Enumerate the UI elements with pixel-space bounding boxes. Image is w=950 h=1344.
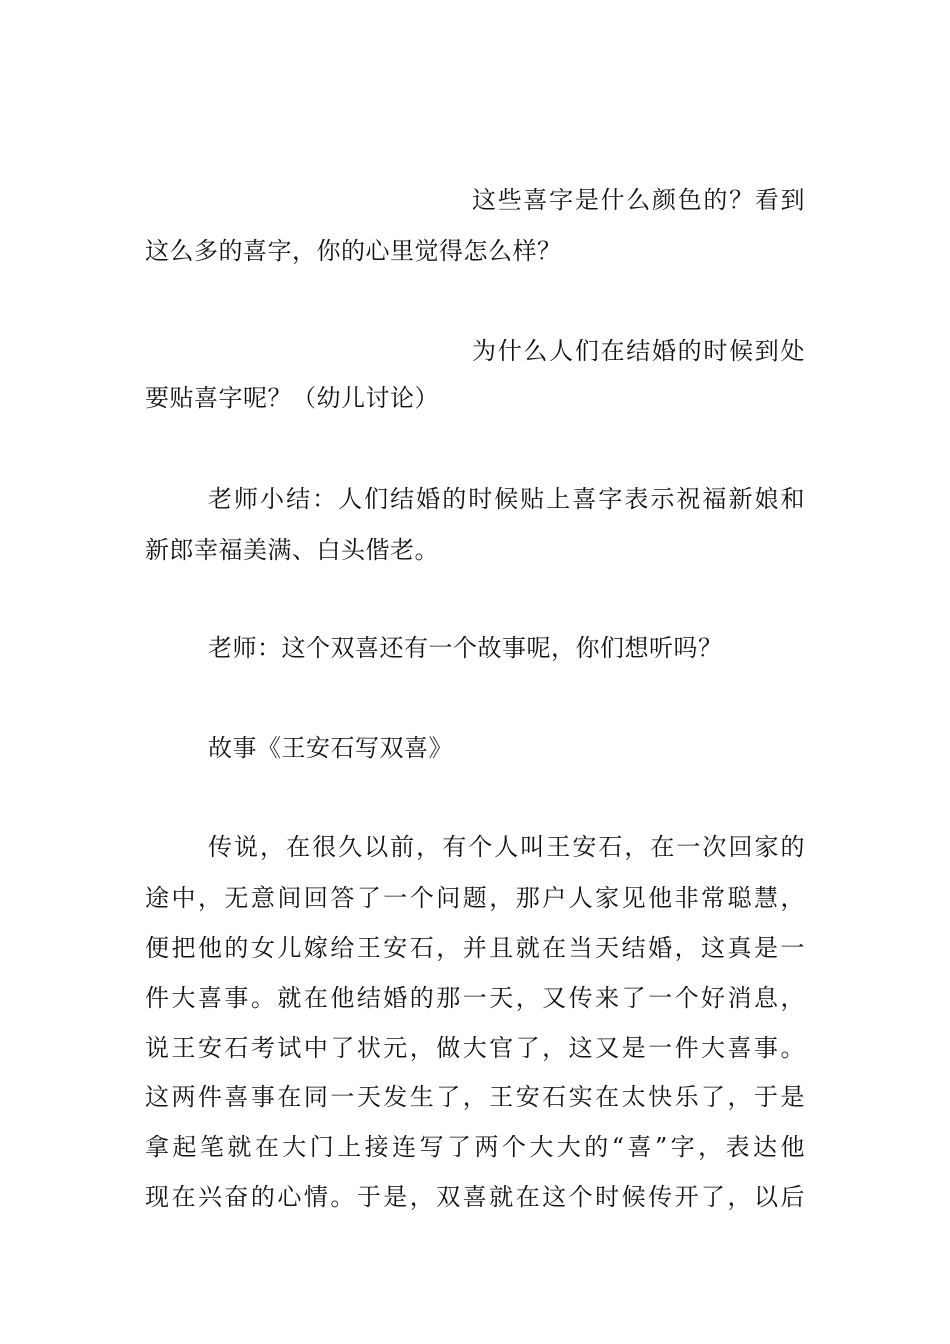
paragraph-2-line-1: 为什么人们在结婚的时候到处 — [472, 337, 805, 365]
paragraph-6-line-5: 说王安石考试中了状元，做大官了，这又是一件大喜事。 — [145, 1034, 805, 1062]
paragraph-6-line-7: 拿起笔就在大门上接连写了两个大大的“喜”字，表达他 — [145, 1133, 805, 1161]
paragraph-6-line-8: 现在兴奋的心情。于是，双喜就在这个时候传开了，以后 — [145, 1183, 805, 1211]
paragraph-1-line-1: 这些喜字是什么颜色的？看到 — [472, 186, 805, 214]
paragraph-6-line-1: 传说，在很久以前，有个人叫王安石，在一次回家的 — [208, 833, 805, 861]
paragraph-6-line-3: 便把他的女儿嫁给王安石，并且就在当天结婚，这真是一 — [145, 934, 805, 962]
paragraph-2-line-2: 要贴喜字呢？（幼儿讨论） — [145, 384, 439, 412]
paragraph-1-line-2: 这么多的喜字，你的心里觉得怎么样？ — [145, 237, 562, 265]
paragraph-4-line-1: 老师：这个双喜还有一个故事呢，你们想听吗？ — [208, 634, 723, 662]
paragraph-6-line-6: 这两件喜事在同一天发生了，王安石实在太快乐了，于是 — [145, 1083, 805, 1111]
paragraph-6-line-4: 件大喜事。就在他结婚的那一天，又传来了一个好消息， — [145, 984, 805, 1012]
paragraph-3-line-2: 新郎幸福美满、白头偕老。 — [145, 536, 439, 564]
story-title: 故事《王安石写双喜》 — [208, 734, 453, 762]
paragraph-3-line-1: 老师小结：人们结婚的时候贴上喜字表示祝福新娘和 — [208, 485, 805, 513]
paragraph-6-line-2: 途中，无意间回答了一个问题，那户人家见他非常聪慧， — [145, 884, 805, 912]
